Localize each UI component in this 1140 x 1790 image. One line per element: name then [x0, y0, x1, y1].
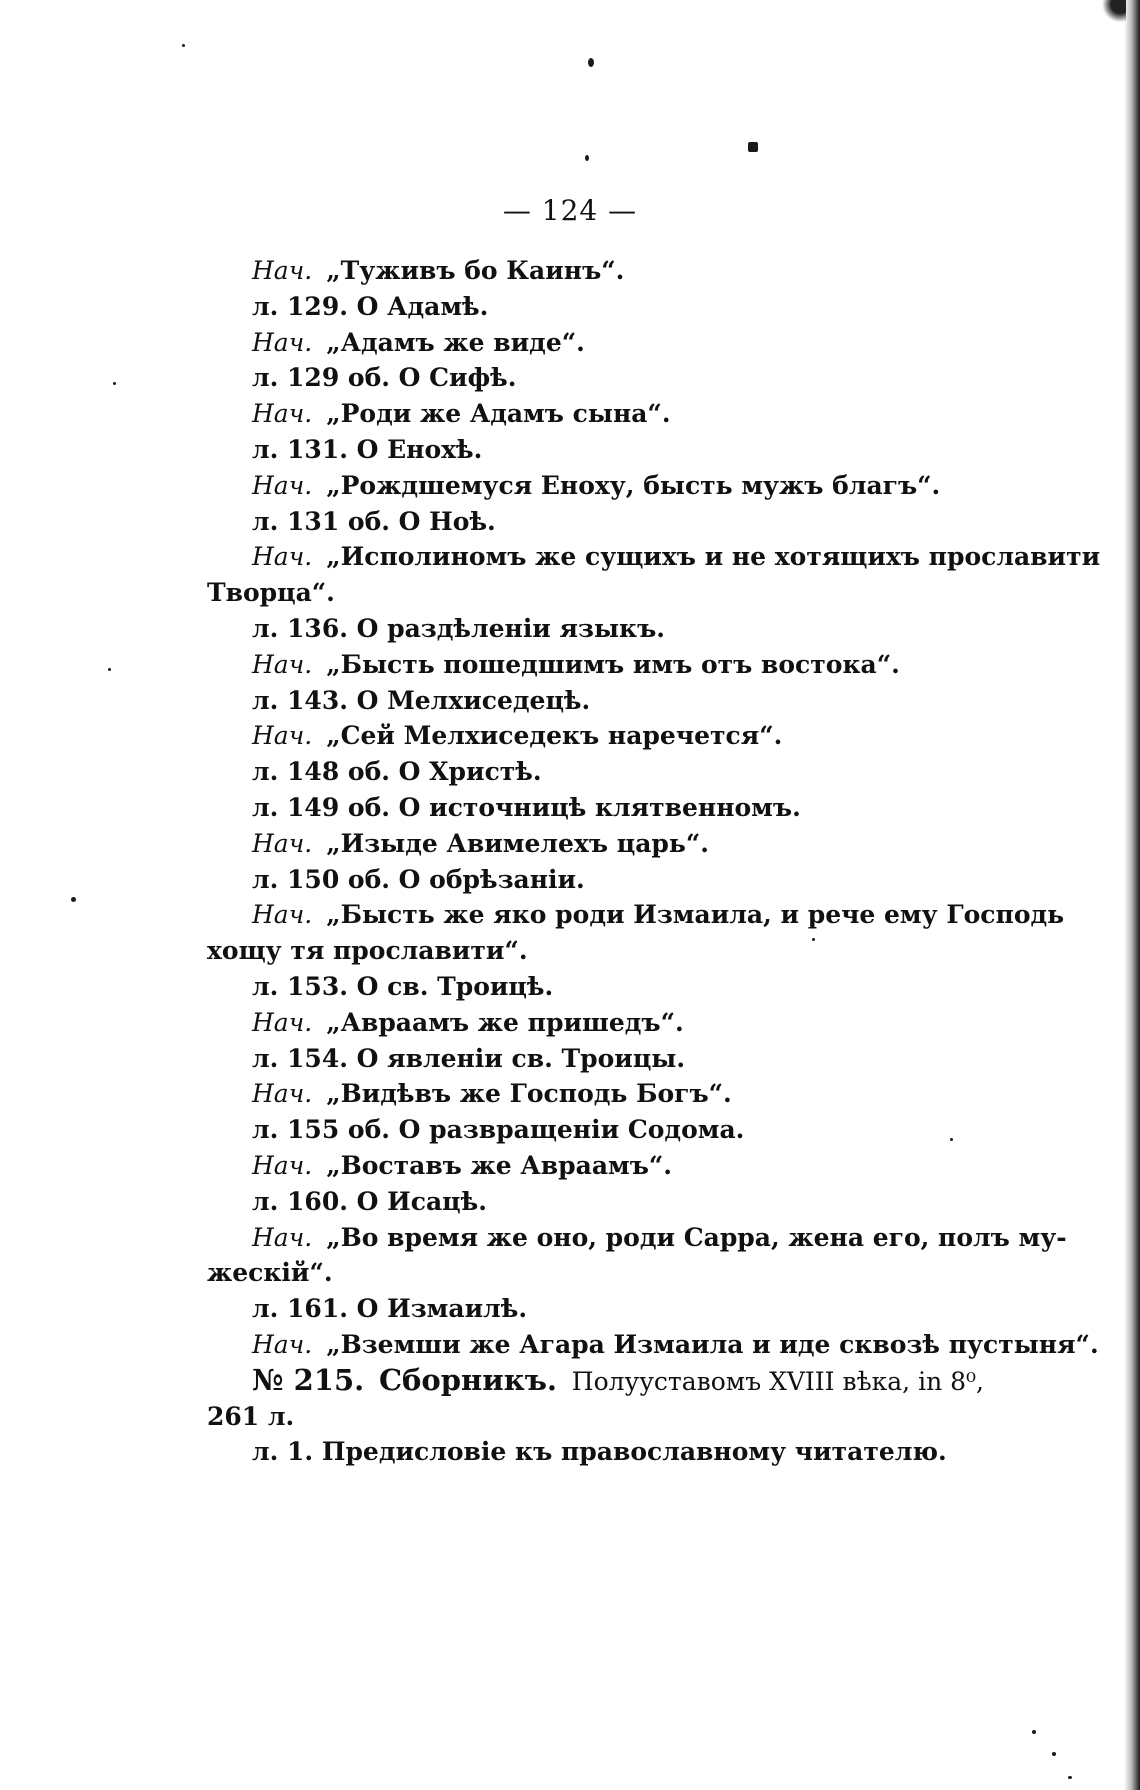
page-number: — 124 — — [502, 194, 638, 227]
folio-line: л. 1. Предисловіе къ православному читателю. — [252, 1437, 947, 1467]
scan-speck — [113, 382, 116, 385]
incipit-text: „Сей Мелхиседекъ наречется“. — [326, 721, 783, 751]
incipit-label: Нач. — [252, 256, 313, 285]
scan-speck — [585, 155, 589, 161]
incipit-label: Нач. — [252, 399, 313, 429]
entry-title: Сборникъ. — [378, 1362, 558, 1397]
scan-speck — [71, 897, 76, 902]
incipit-label: Нач. — [252, 1007, 313, 1037]
incipit-text: „Авраамъ же пришедъ“. — [326, 1007, 684, 1037]
incipit-line — [207, 897, 1065, 933]
incipit-text: „Воставъ же Авраамъ“. — [326, 1150, 673, 1180]
scan-speck — [182, 44, 185, 47]
entry-leaf-count: 261 л. — [207, 1401, 295, 1431]
incipit-label: Нач. — [252, 470, 313, 500]
incipit-line — [207, 718, 987, 754]
folio-line: л. 161. О Измаилѣ. — [252, 1294, 528, 1324]
folio-line: л. 149 об. О источницѣ клятвенномъ. — [252, 792, 801, 822]
incipit-continuation: Творца“. — [207, 578, 335, 608]
incipit-label: Нач. — [252, 900, 313, 930]
scan-speck — [1032, 1730, 1036, 1734]
folio-line: л. 129 об. О Сифѣ. — [252, 363, 517, 393]
incipit-text: „Бысть же яко роди Измаила, и рече ему Господь — [326, 900, 1065, 930]
incipit-text: „Бысть пошедшимъ имъ отъ востока“. — [326, 649, 900, 679]
incipit-line — [207, 1148, 987, 1184]
folio-line: л. 154. О явленіи св. Троицы. — [252, 1043, 686, 1073]
incipit-continuation: жескій“. — [207, 1258, 333, 1288]
incipit-line — [207, 1005, 987, 1041]
incipit-line — [207, 253, 987, 289]
folio-line: л. 150 об. О обрѣзаніи. — [252, 864, 585, 894]
incipit-label: Нач. — [252, 1079, 313, 1109]
scan-speck — [108, 668, 111, 671]
folio-line: л. 160. О Исацѣ. — [252, 1186, 487, 1216]
incipit-label: Нач. — [252, 327, 313, 357]
entry-number: № 215. — [252, 1362, 365, 1397]
incipit-line — [207, 325, 987, 361]
folio-line: л. 143. О Мелхиседецѣ. — [252, 685, 591, 715]
folio-line: л. 131. О Енохѣ. — [252, 434, 483, 464]
incipit-text: „Видѣвъ же Господь Богъ“. — [326, 1079, 732, 1109]
scan-speck — [1068, 1776, 1072, 1779]
folio-line: л. 136. О раздѣленіи языкъ. — [252, 613, 665, 643]
incipit-label: Нач. — [252, 1329, 313, 1359]
incipit-text: „Адамъ же виде“. — [326, 327, 585, 357]
incipit-text: „Роди же Адамъ сына“. — [326, 399, 671, 429]
incipit-continuation: хощу тя прославити“. — [207, 936, 528, 966]
scan-speck — [1052, 1752, 1056, 1756]
folio-line: л. 155 об. О развращеніи Содома. — [252, 1115, 745, 1145]
incipit-line — [207, 1327, 1099, 1363]
scan-corner-mark — [1096, 0, 1126, 22]
incipit-text: „Вземши же Агара Измаила и иде сквозѣ пустыня“. — [326, 1329, 1099, 1359]
folio-line: л. 148 об. О Христѣ. — [252, 757, 542, 787]
incipit-line — [207, 396, 987, 432]
incipit-label: Нач. — [252, 542, 313, 572]
incipit-text: „Исполиномъ же сущихъ и не хотящихъ прославити — [326, 542, 1101, 572]
incipit-label: Нач. — [252, 721, 313, 751]
incipit-line — [207, 1220, 1067, 1256]
manuscript-listing — [207, 253, 1101, 1470]
scan-speck — [588, 58, 594, 67]
folio-line: л. 153. О св. Троицѣ. — [252, 971, 554, 1001]
incipit-text: „Изыде Авимелехъ царь“. — [326, 828, 709, 858]
incipit-label: Нач. — [252, 828, 313, 858]
incipit-text: „Во время же оно, роди Сарра, жена его, полъ му- — [326, 1222, 1067, 1252]
incipit-label: Нач. — [252, 649, 313, 679]
entry-description: Полууставомъ XVIII вѣка, in 8⁰, — [571, 1366, 984, 1396]
incipit-line — [207, 826, 987, 862]
incipit-text: „Туживъ бо Каинъ“. — [326, 256, 625, 285]
scan-speck — [748, 142, 758, 152]
incipit-line — [207, 539, 1101, 575]
incipit-label: Нач. — [252, 1222, 313, 1252]
folio-line: л. 131 об. О Ноѣ. — [252, 506, 496, 536]
entry-heading — [207, 1363, 987, 1399]
scan-edge-shadow — [1124, 0, 1140, 1790]
incipit-label: Нач. — [252, 1150, 313, 1180]
incipit-line — [207, 468, 987, 504]
incipit-line — [207, 1076, 987, 1112]
folio-line: л. 129. О Адамѣ. — [252, 291, 489, 321]
incipit-text: „Рождшемуся Еноху, бысть мужъ благъ“. — [326, 470, 941, 500]
incipit-line — [207, 647, 987, 683]
